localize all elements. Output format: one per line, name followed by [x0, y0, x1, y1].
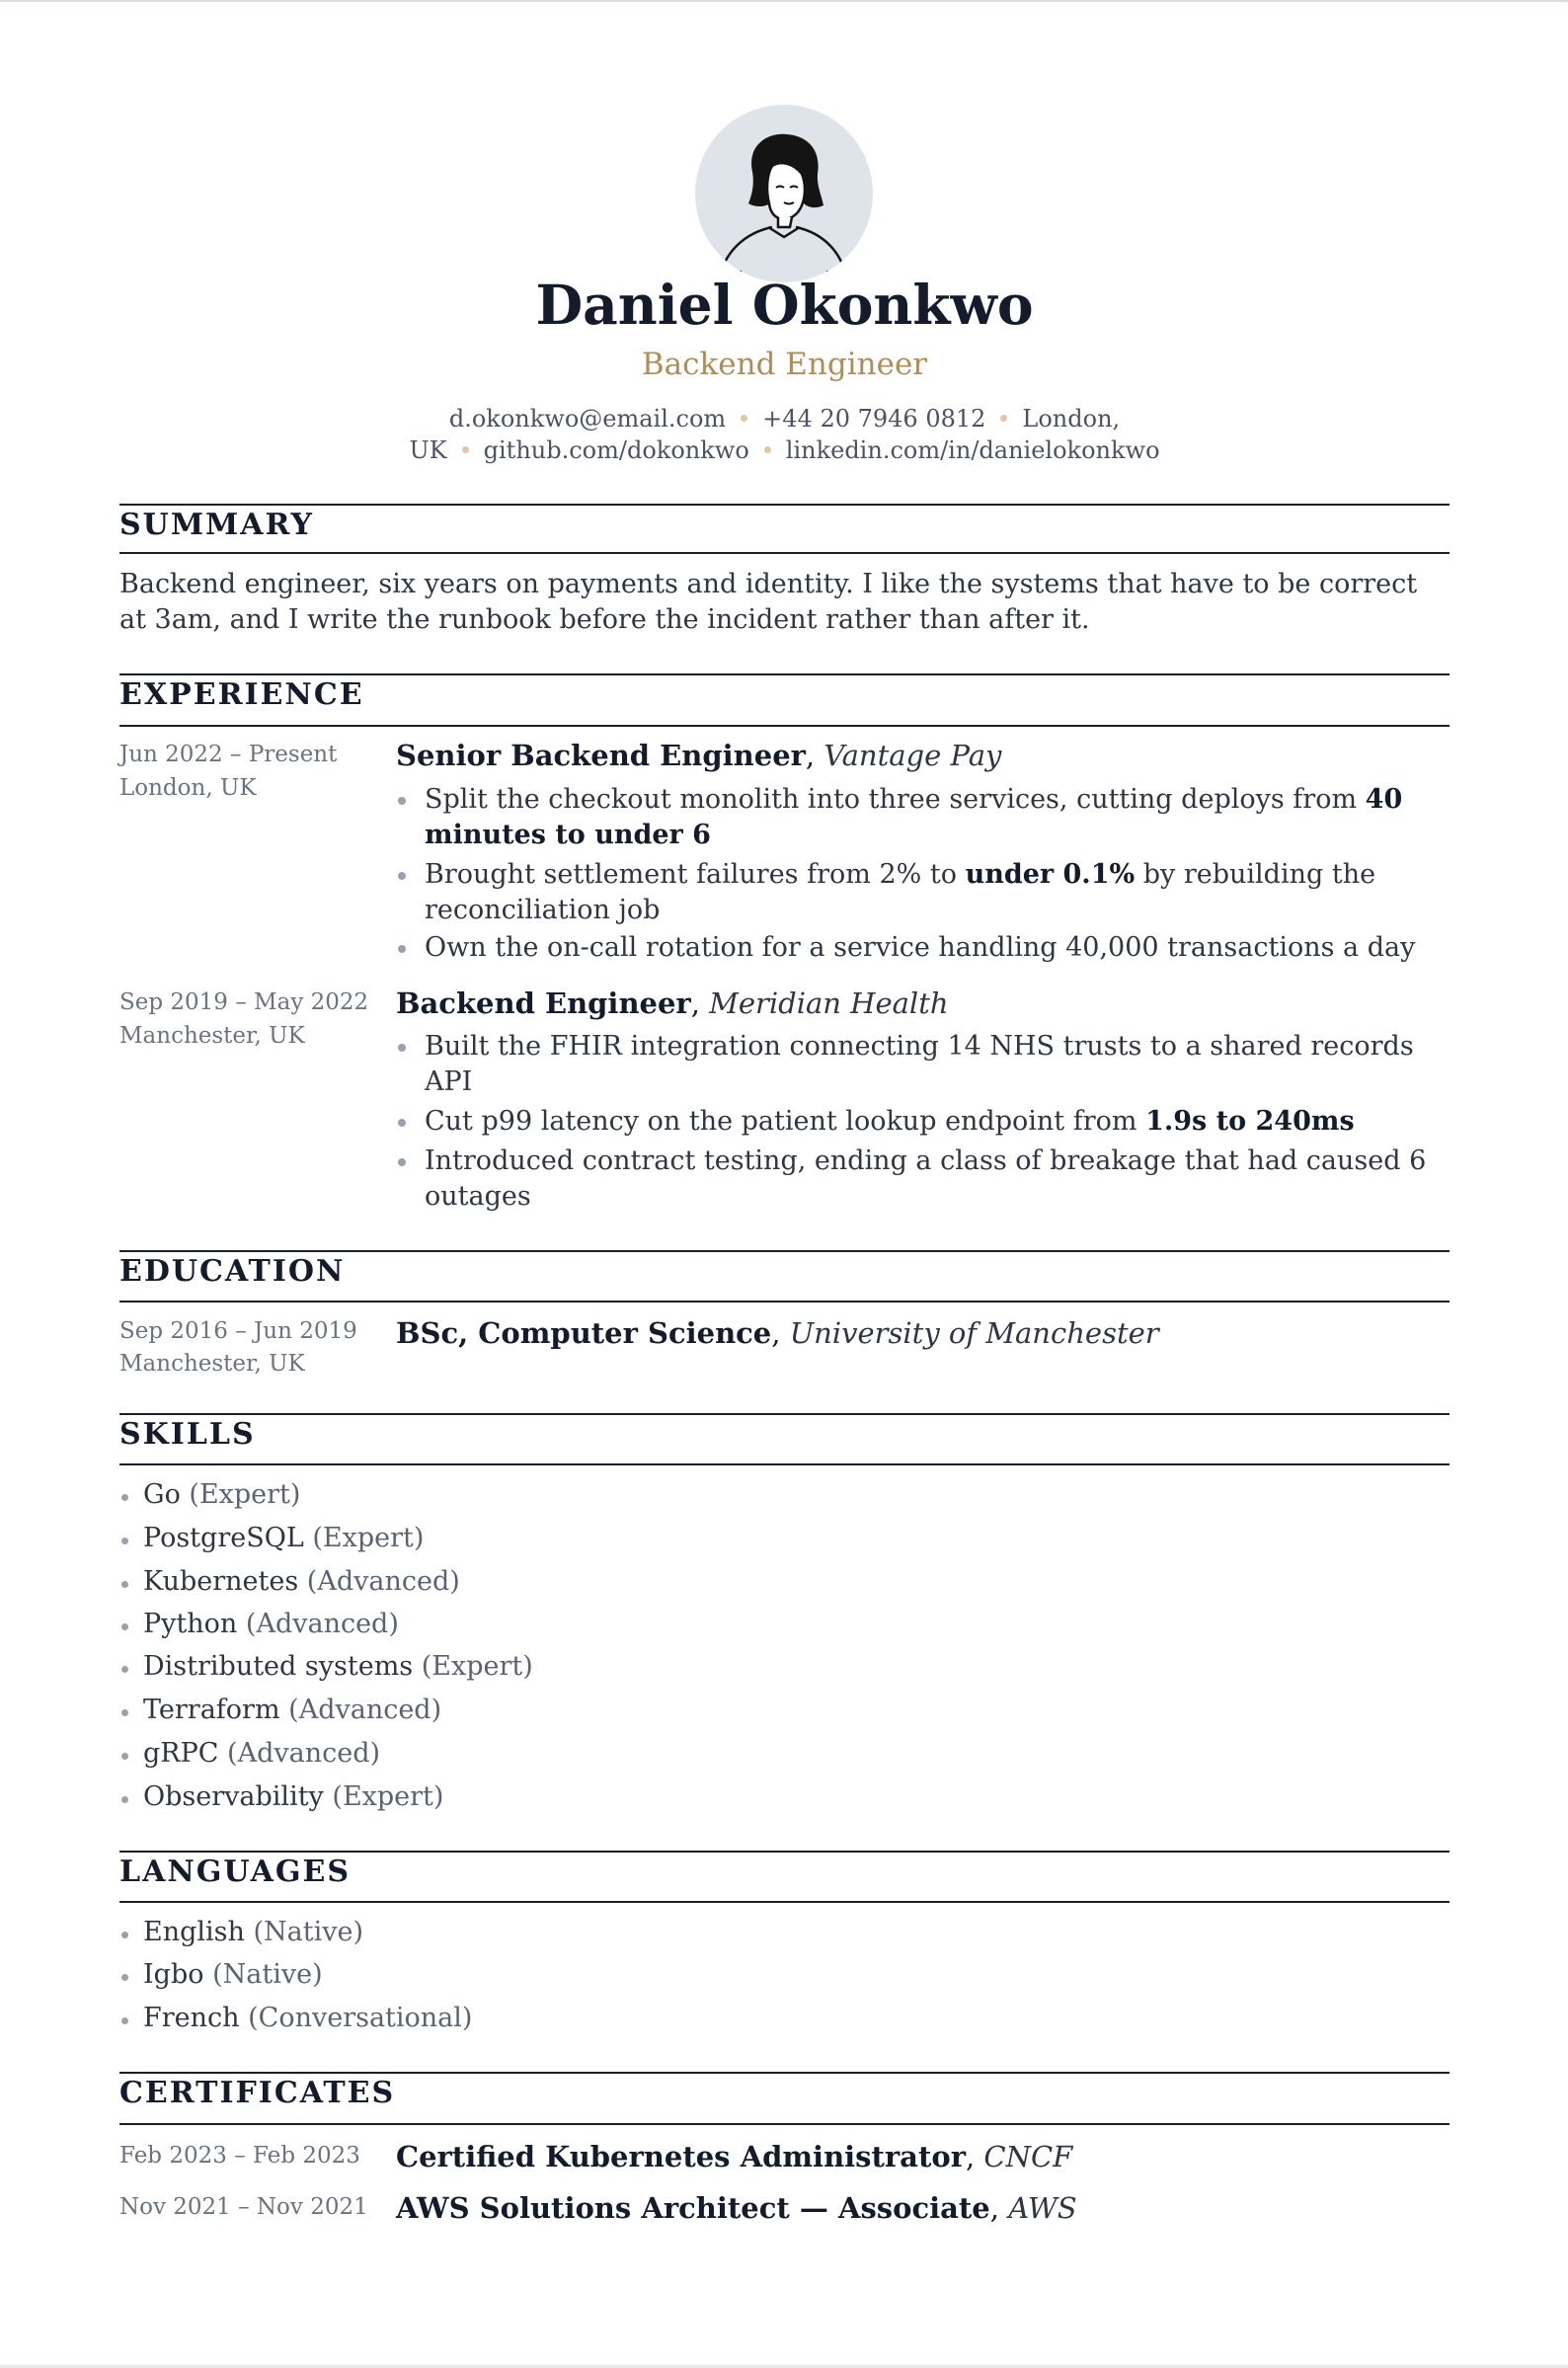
language-item: English (Native) — [143, 1917, 364, 1947]
candidate-name: Daniel Okonkwo — [535, 273, 1034, 337]
section-rule — [119, 1851, 1450, 1853]
section-rule — [119, 2123, 1450, 2125]
education-title: BSc, Computer Science, University of Manchester — [396, 1316, 1159, 1350]
page-top-border — [0, 0, 1568, 2]
certificate-title: Certified Kubernetes Administrator, CNCF — [396, 2140, 1073, 2173]
skill-item: PostgreSQL (Expert) — [143, 1523, 425, 1553]
email-link[interactable]: d.okonkwo@email.com — [448, 405, 727, 433]
section-rule — [119, 1413, 1450, 1415]
skill-item: Go (Expert) — [143, 1479, 301, 1510]
section-rule — [119, 1301, 1450, 1302]
skill-item: gRPC (Advanced) — [143, 1738, 381, 1769]
job-location: London, UK — [119, 775, 257, 801]
section-rule — [119, 673, 1450, 675]
skill-item: Distributed systems (Expert) — [143, 1651, 533, 1682]
certificate-issuer: AWS — [1008, 2191, 1077, 2225]
phone-link[interactable]: +44 20 7946 0812 — [762, 405, 986, 433]
job-title: Senior Backend Engineer, Vantage Pay — [396, 739, 1002, 772]
avatar — [695, 105, 873, 282]
person-illustration-icon — [695, 105, 873, 282]
section-rule — [119, 2072, 1450, 2074]
separator-dot — [462, 446, 469, 453]
skill-item: Kubernetes (Advanced) — [143, 1566, 460, 1597]
location-text-cont: UK — [409, 436, 447, 464]
education-location: Manchester, UK — [119, 1351, 305, 1377]
job-title: Backend Engineer, Meridian Health — [396, 987, 949, 1020]
language-item: French (Conversational) — [143, 2003, 473, 2033]
section-heading-education: EDUCATION — [119, 1254, 346, 1289]
candidate-title: Backend Engineer — [641, 347, 928, 382]
job-bullet: Introduced contract testing, ending a class of breakage that had caused 6 outages — [425, 1144, 1432, 1215]
location-text: London, — [1022, 405, 1121, 433]
job-bullet: Own the on-call rotation for a service handling 40,000 transactions a day — [425, 930, 1432, 966]
section-rule — [119, 504, 1450, 506]
job-role: Senior Backend Engineer — [396, 739, 806, 772]
section-heading-certificates: CERTIFICATES — [119, 2076, 396, 2110]
job-company: Meridian Health — [709, 987, 949, 1020]
education-degree: BSc, Computer Science — [396, 1316, 772, 1350]
section-heading-experience: EXPERIENCE — [119, 677, 364, 712]
contact-line-1 — [119, 405, 1450, 433]
job-bullet: Built the FHIR integration connecting 14 NHS trusts to a shared records API — [425, 1029, 1432, 1100]
job-dates: Sep 2019 – May 2022 — [119, 989, 369, 1015]
certificate-name: AWS Solutions Architect — Associate — [396, 2191, 990, 2225]
skill-item: Python (Advanced) — [143, 1609, 399, 1639]
job-company: Vantage Pay — [823, 739, 1002, 772]
job-location: Manchester, UK — [119, 1023, 305, 1049]
job-dates: Jun 2022 – Present — [119, 742, 338, 767]
certificate-dates: Nov 2021 – Nov 2021 — [119, 2194, 368, 2220]
linkedin-link[interactable]: linkedin.com/in/danielokonkwo — [785, 436, 1160, 464]
education-dates: Sep 2016 – Jun 2019 — [119, 1318, 357, 1344]
section-heading-languages: LANGUAGES — [119, 1855, 352, 1889]
job-bullet: Cut p99 latency on the patient lookup endpoint from 1.9s to 240ms — [425, 1104, 1432, 1140]
separator-dot — [741, 415, 747, 422]
job-bullet: Split the checkout monolith into three services, cutting deploys from 40 minutes to under 6 — [425, 782, 1432, 853]
section-rule — [119, 1463, 1450, 1465]
summary-text: Backend engineer, six years on payments and identity. I like the systems that have to be correct at 3am, and I write the runbook before the incident rather than after it. — [119, 569, 1418, 635]
certificate-issuer: CNCF — [983, 2140, 1073, 2173]
certificate-dates: Feb 2023 – Feb 2023 — [119, 2143, 360, 2169]
skill-item: Terraform (Advanced) — [143, 1695, 442, 1725]
certificate-title: AWS Solutions Architect — Associate, AWS — [396, 2191, 1077, 2225]
github-link[interactable]: github.com/dokonkwo — [483, 436, 749, 464]
section-rule — [119, 1250, 1450, 1252]
section-rule — [119, 552, 1450, 554]
language-item: Igbo (Native) — [143, 1959, 323, 1990]
section-heading-summary: SUMMARY — [119, 508, 314, 542]
separator-dot — [1000, 415, 1007, 422]
section-heading-skills: SKILLS — [119, 1417, 256, 1452]
certificate-name: Certified Kubernetes Administrator — [396, 2140, 966, 2173]
education-school: University of Manchester — [789, 1316, 1159, 1350]
skill-item: Observability (Expert) — [143, 1781, 444, 1812]
job-bullet: Brought settlement failures from 2% to under 0.1% by rebuilding the reconciliation job — [425, 857, 1432, 928]
contact-line-2 — [119, 436, 1450, 464]
job-role: Backend Engineer — [396, 987, 691, 1020]
section-rule — [119, 1901, 1450, 1903]
section-rule — [119, 725, 1450, 727]
separator-dot — [764, 446, 771, 453]
